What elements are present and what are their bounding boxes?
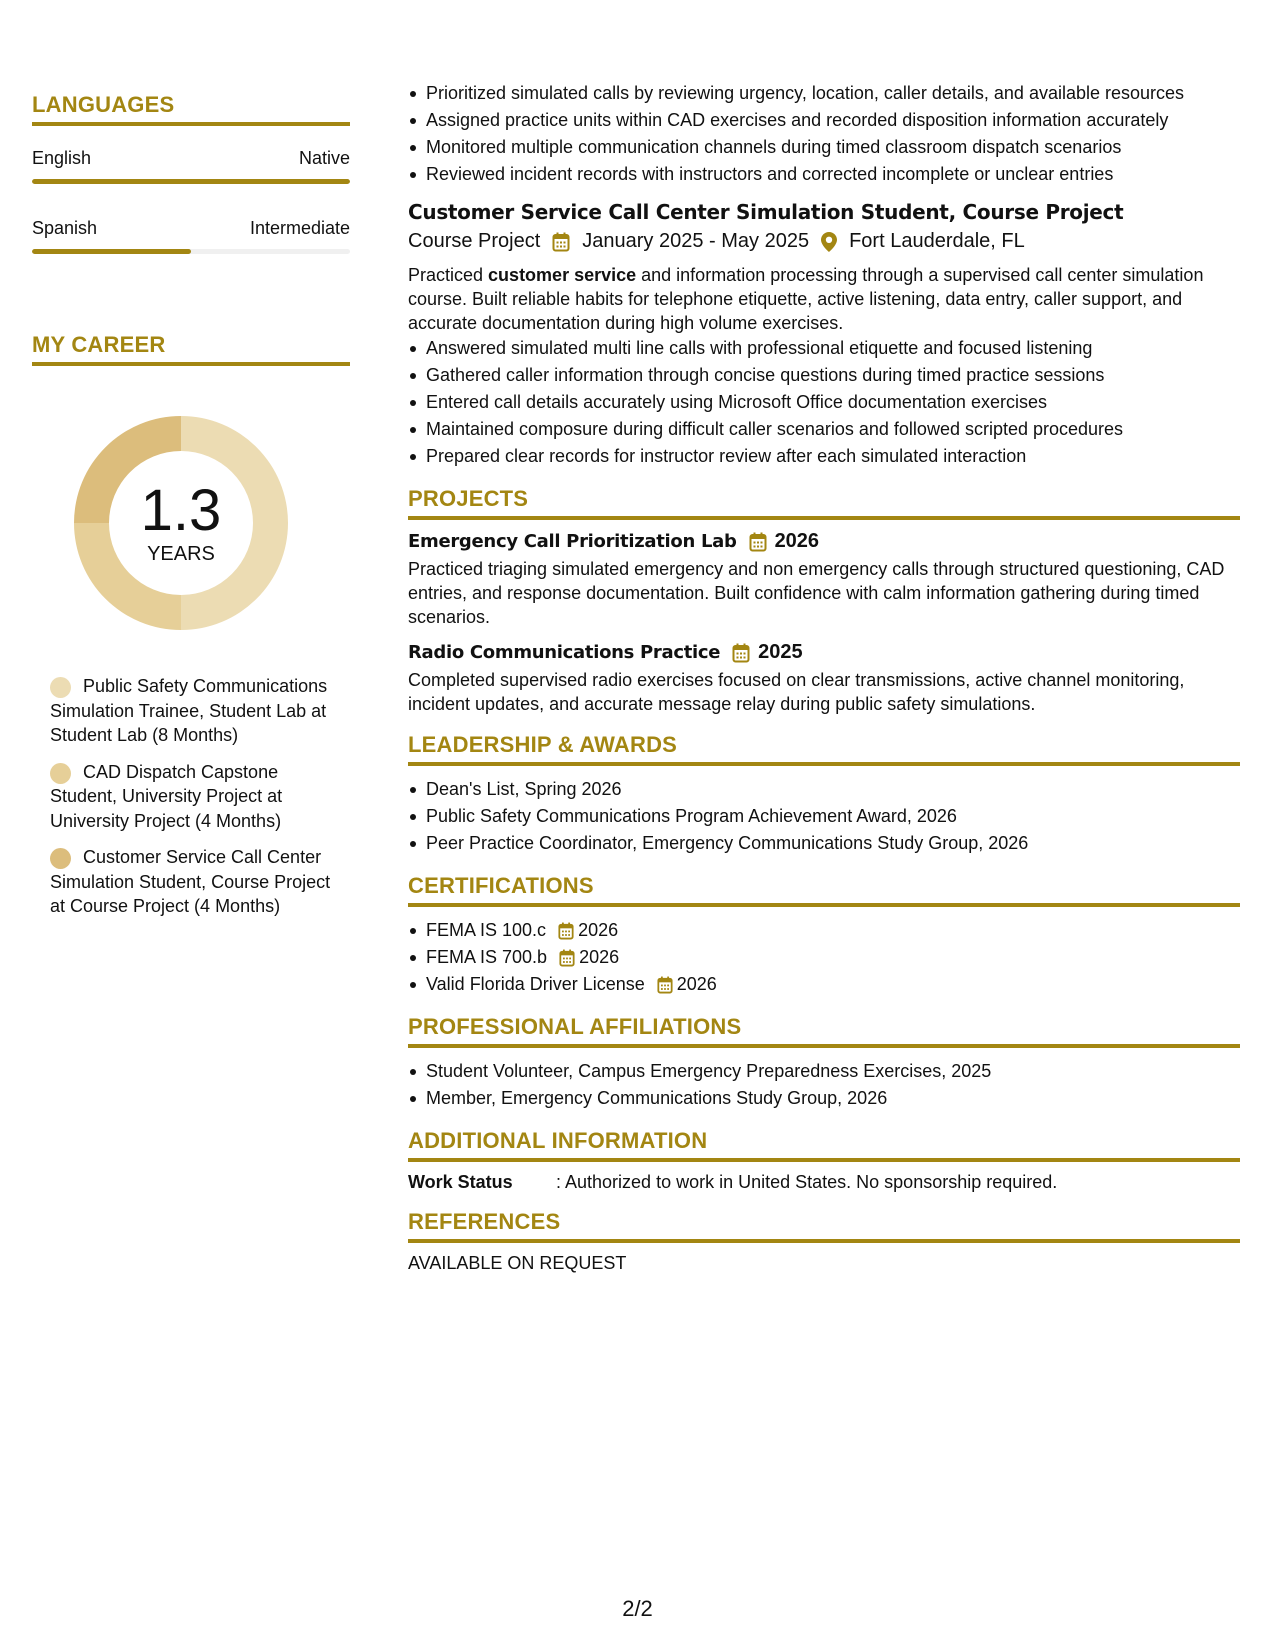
career-section (32, 332, 350, 919)
calendar-icon (749, 532, 767, 552)
work-status-label: Work Status (408, 1172, 513, 1192)
list-item: Student Volunteer, Campus Emergency Preparedness Exercises, 2025 (408, 1058, 1240, 1085)
page-number: 2/2 (622, 1596, 653, 1621)
certifications-heading: CERTIFICATIONS (408, 873, 1240, 907)
calendar-icon (558, 922, 574, 940)
languages-heading: LANGUAGES (32, 92, 350, 126)
language-name: English (32, 148, 92, 168)
cert-name: Valid Florida Driver License (426, 974, 645, 994)
project-name: Radio Communications Practice (408, 642, 721, 663)
references-text: AVAILABLE ON REQUEST (408, 1253, 627, 1273)
job-entry (408, 200, 1240, 470)
calendar-icon (559, 949, 575, 967)
legend-dot-icon (50, 763, 71, 784)
projects-section (408, 486, 1240, 716)
career-years-unit: YEARS (147, 542, 215, 565)
left-column (32, 92, 350, 931)
project-year: 2026 (774, 530, 820, 552)
leadership-section (408, 732, 1240, 857)
references-section (408, 1209, 1240, 1274)
list-item: Prioritized simulated calls by reviewing urgency, location, caller details, and available resources (408, 80, 1240, 107)
list-item (408, 944, 1240, 971)
work-status-row (408, 1172, 1240, 1193)
additional-info-section (408, 1128, 1240, 1193)
location-pin-icon (821, 232, 837, 252)
list-item: Public Safety Communications Program Achievement Award, 2026 (408, 803, 1240, 830)
list-item: Gathered caller information through concise questions during timed practice sessions (408, 362, 1240, 389)
job-title: Customer Service Call Center Simulation Student, Course Project (408, 200, 1124, 224)
language-level-fill (32, 179, 350, 184)
list-item: Maintained composure during difficult caller scenarios and followed scripted procedures (408, 416, 1240, 443)
career-legend-item: Public Safety Communications Simulation Trainee, Student Lab at Student Lab (8 Months) (50, 676, 328, 745)
legend-dot-icon (50, 677, 71, 698)
list-item (408, 971, 1240, 998)
cert-year: 2026 (676, 974, 717, 994)
language-level-fill (32, 249, 191, 254)
cert-name: FEMA IS 100.c (426, 920, 547, 940)
leadership-list (408, 776, 1240, 857)
list-item: Entered call details accurately using Microsoft Office documentation exercises (408, 389, 1240, 416)
job-bullets (408, 335, 1240, 470)
language-level: Native (298, 148, 350, 168)
legend-dot-icon (50, 848, 71, 869)
list-item: Peer Practice Coordinator, Emergency Communications Study Group, 2026 (408, 830, 1240, 857)
languages-section (32, 92, 350, 254)
project-name: Emergency Call Prioritization Lab (408, 531, 737, 552)
language-level-bar (32, 249, 350, 254)
affiliations-section (408, 1014, 1240, 1112)
additional-info-heading: ADDITIONAL INFORMATION (408, 1128, 1240, 1162)
language-name: Spanish (32, 218, 98, 238)
job-summary: Practiced customer service and information processing through a supervised call center simulation course. Built reliable habits for telephone etiquette, active listening, data entry, caller support, and accurate documentation during high volume exercises. (408, 265, 1204, 333)
job-company: Course Project (408, 230, 541, 252)
list-item: Dean's List, Spring 2026 (408, 776, 1240, 803)
language-item (32, 218, 350, 254)
project-description: Practiced triaging simulated emergency and non emergency calls through structured questioning, CAD entries, and response documentation. Built confidence with calm information gathering during timed scenarios. (408, 559, 1225, 627)
certifications-section (408, 873, 1240, 998)
list-item: Prepared clear records for instructor review after each simulated interaction (408, 443, 1240, 470)
list-item: Reviewed incident records with instructors and corrected incomplete or unclear entries (408, 161, 1240, 188)
certifications-list (408, 917, 1240, 998)
language-item (32, 148, 350, 184)
experience-bullets (408, 80, 1240, 188)
career-donut-chart (66, 408, 296, 638)
language-level-bar (32, 179, 350, 184)
career-total-years: 1.3 (140, 477, 222, 543)
list-item (408, 917, 1240, 944)
career-legend (50, 674, 350, 919)
list-item: Monitored multiple communication channels during timed classroom dispatch scenarios (408, 134, 1240, 161)
calendar-icon (732, 643, 750, 663)
right-column (408, 80, 1240, 1274)
career-heading: MY CAREER (32, 332, 350, 366)
project-item (408, 530, 1240, 629)
project-year: 2025 (758, 641, 803, 663)
cert-year: 2026 (579, 947, 620, 967)
project-description: Completed supervised radio exercises focused on clear transmissions, active channel monitoring, incident updates, and accurate message relay during public safety simulations. (408, 670, 1185, 714)
career-legend-item: CAD Dispatch Capstone Student, University Project at University Project (4 Months) (50, 761, 283, 831)
affiliations-heading: PROFESSIONAL AFFILIATIONS (408, 1014, 1240, 1048)
language-level: Intermediate (249, 218, 350, 238)
list-item: Answered simulated multi line calls with professional etiquette and focused listening (408, 335, 1240, 362)
work-status-value: : Authorized to work in United States. No sponsorship required. (556, 1172, 1058, 1192)
list-item: Assigned practice units within CAD exercises and recorded disposition information accurately (408, 107, 1240, 134)
list-item: Member, Emergency Communications Study Group, 2026 (408, 1085, 1240, 1112)
leadership-heading: LEADERSHIP & AWARDS (408, 732, 1240, 766)
job-location: Fort Lauderdale, FL (849, 230, 1025, 252)
cert-year: 2026 (578, 920, 619, 940)
cert-name: FEMA IS 700.b (426, 947, 548, 967)
calendar-icon (657, 976, 673, 994)
job-meta (408, 230, 1240, 253)
project-item (408, 641, 1240, 716)
career-legend-item: Customer Service Call Center Simulation Student, Course Project at Course Project (4 Months) (50, 847, 331, 916)
affiliations-list (408, 1058, 1240, 1112)
calendar-icon (552, 232, 570, 252)
projects-heading: PROJECTS (408, 486, 1240, 520)
references-heading: REFERENCES (408, 1209, 1240, 1243)
job-dates: January 2025 - May 2025 (582, 230, 810, 252)
